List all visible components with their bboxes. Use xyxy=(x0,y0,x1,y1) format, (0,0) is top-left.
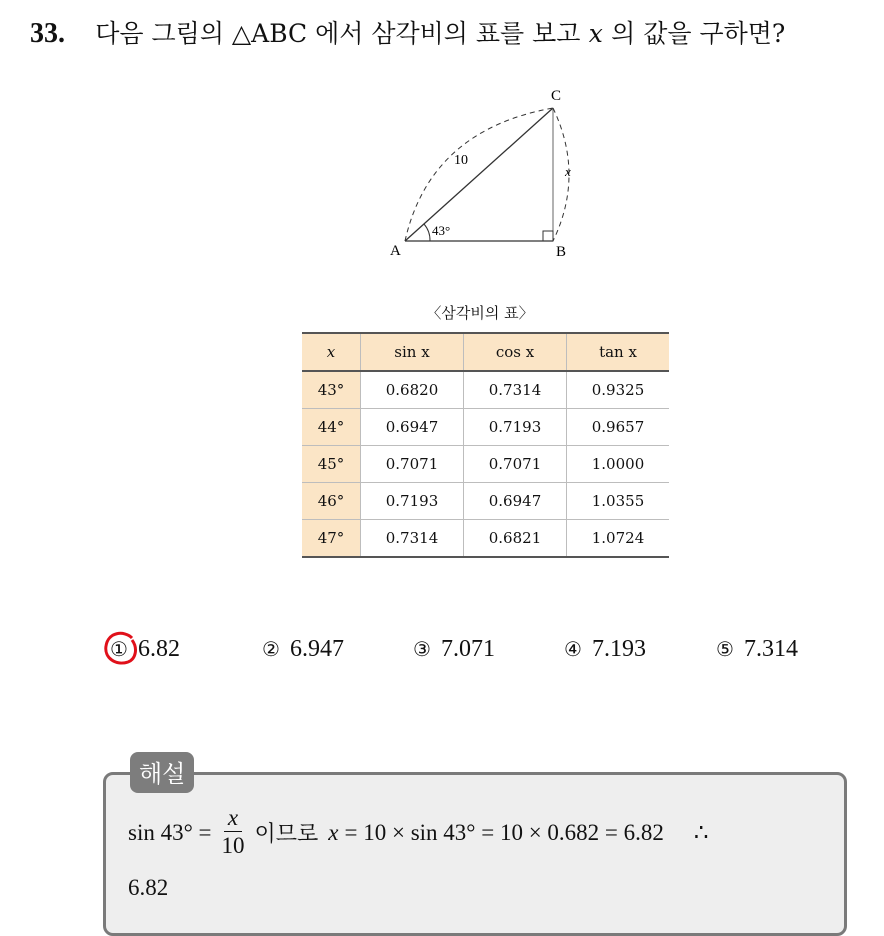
explanation-box xyxy=(103,772,847,936)
cell-cos: 0.7193 xyxy=(464,409,567,446)
question-header xyxy=(30,14,785,50)
explanation-tag: 해설 xyxy=(130,752,194,793)
cell-cos: 0.6821 xyxy=(464,520,567,558)
therefore-symbol: ∴ xyxy=(693,819,709,845)
choice-number: ② xyxy=(262,637,280,661)
header-tan: tan x xyxy=(567,333,670,371)
right-angle-mark xyxy=(543,231,553,241)
cell-tan: 1.0724 xyxy=(567,520,670,558)
label-angle: 43° xyxy=(432,223,451,238)
label-b: B xyxy=(556,244,567,260)
choice-value: 6.947 xyxy=(289,636,344,662)
choice-3[interactable] xyxy=(413,636,495,663)
table-row xyxy=(302,520,669,558)
choice-4[interactable] xyxy=(564,636,646,663)
choice-value: 6.82 xyxy=(137,636,180,662)
cell-sin: 0.7193 xyxy=(361,483,464,520)
cell-angle: 44° xyxy=(302,409,361,446)
eq-connector: 이므로 xyxy=(254,822,319,847)
cell-angle: 47° xyxy=(302,520,361,558)
cell-sin: 0.7314 xyxy=(361,520,464,558)
question-number: 33. xyxy=(30,18,65,49)
cell-angle: 46° xyxy=(302,483,361,520)
choice-value: 7.071 xyxy=(440,636,495,662)
side-ac xyxy=(405,108,553,241)
eq-rhs: = 10 × sin 43° = 10 × 0.682 = 6.82 xyxy=(344,819,664,845)
triangle-figure xyxy=(370,80,600,270)
choice-2[interactable] xyxy=(262,636,344,663)
frac-numerator: x xyxy=(224,805,242,832)
cell-tan: 0.9325 xyxy=(567,371,670,409)
table-row xyxy=(302,446,669,483)
choice-number: ③ xyxy=(413,637,431,661)
label-hyp: 10 xyxy=(454,153,468,168)
table-row xyxy=(302,409,669,446)
choice-5[interactable] xyxy=(716,636,798,663)
cell-angle: 43° xyxy=(302,371,361,409)
cell-tan: 0.9657 xyxy=(567,409,670,446)
question-text-after: 의 값을 구하면? xyxy=(611,19,786,48)
angle-arc xyxy=(424,224,430,241)
table-row xyxy=(302,483,669,520)
trig-table xyxy=(302,332,669,558)
choice-number: ④ xyxy=(564,637,582,661)
explanation-answer: 6.82 xyxy=(128,875,169,900)
choice-1[interactable] xyxy=(110,636,180,663)
cell-angle: 45° xyxy=(302,446,361,483)
cell-sin: 0.6820 xyxy=(361,371,464,409)
explanation-equation xyxy=(128,805,709,860)
label-c: C xyxy=(551,88,562,104)
header-sin: sin x xyxy=(361,333,464,371)
cell-tan: 1.0355 xyxy=(567,483,670,520)
label-side: x xyxy=(565,164,571,179)
question-variable: x xyxy=(588,19,603,48)
table-row xyxy=(302,371,669,409)
cell-cos: 0.7071 xyxy=(464,446,567,483)
cell-sin: 0.7071 xyxy=(361,446,464,483)
header-cos: cos x xyxy=(464,333,567,371)
eq-lhs: sin 43° = xyxy=(128,819,212,845)
header-x: x xyxy=(302,333,361,371)
eq-fraction xyxy=(222,805,245,860)
cell-sin: 0.6947 xyxy=(361,409,464,446)
choice-value: 7.193 xyxy=(591,636,646,662)
choice-value: 7.314 xyxy=(743,636,798,662)
cell-cos: 0.7314 xyxy=(464,371,567,409)
table-header-row xyxy=(302,333,669,371)
selected-circle-mark xyxy=(102,630,142,668)
cell-tan: 1.0000 xyxy=(567,446,670,483)
frac-denominator: 10 xyxy=(221,833,245,858)
label-a: A xyxy=(390,243,401,259)
choice-number: ① xyxy=(110,637,128,661)
question-text-before: 다음 그림의 △ABC 에서 삼각비의 표를 보고 xyxy=(95,19,581,48)
choice-number: ⑤ xyxy=(716,637,734,661)
eq-var: x xyxy=(328,819,339,845)
table-caption: 〈삼각비의 표〉 xyxy=(426,304,534,322)
cell-cos: 0.6947 xyxy=(464,483,567,520)
